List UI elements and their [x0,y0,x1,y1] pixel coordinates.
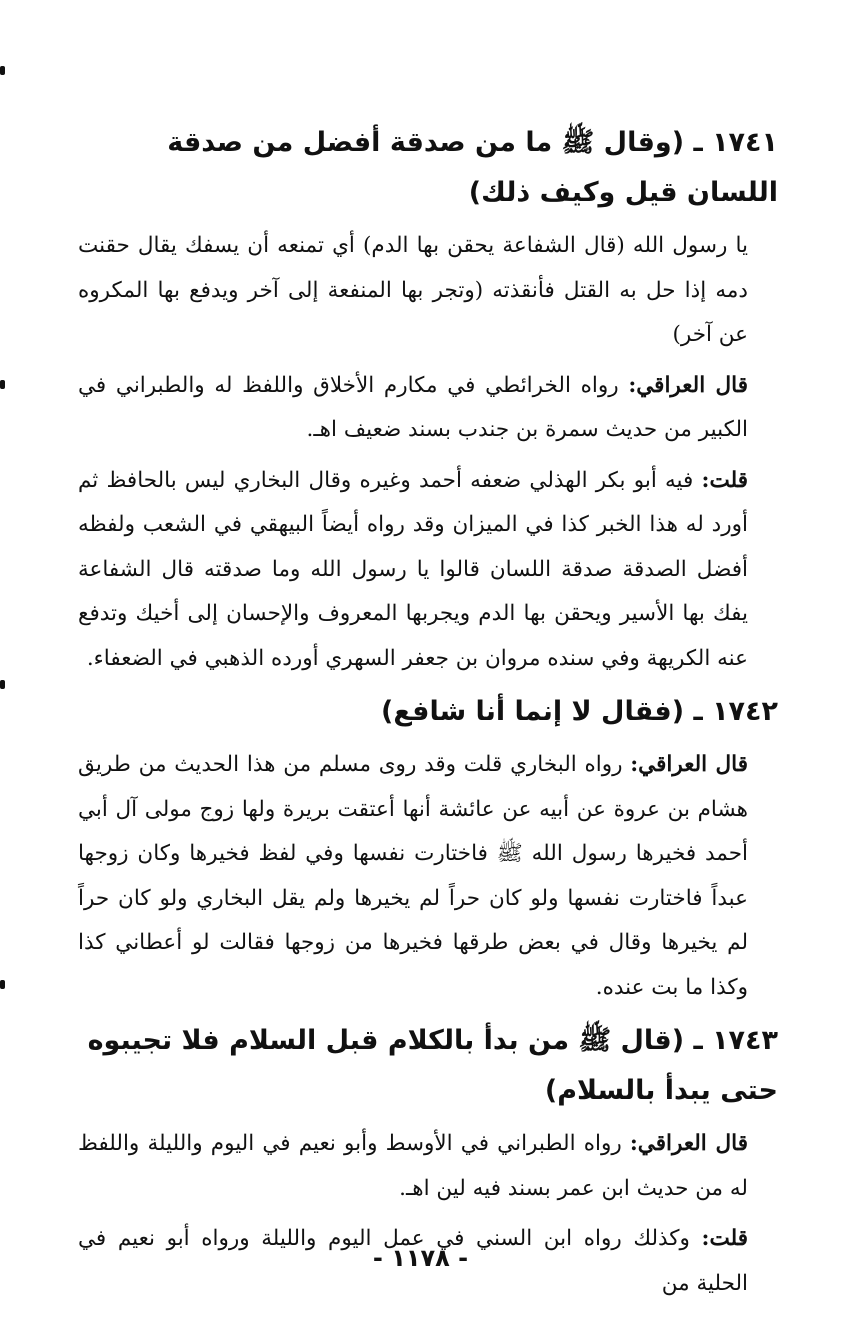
iraqi-label: قال العراقي: [628,372,748,398]
qultu-paragraph [78,459,778,682]
qultu-text: فيه أبو بكر الهذلي ضعفه أحمد وغيره وقال البخاري ليس بالحافظ ثم أورد له هذا الخبر كذا في الميزان وقد رواه أيضاً البيهقي في الشعب ولفظه أفضل الصدقة صدقة اللسان قالوا يا رسول الله وما صدقته قال الشفاعة يفك بها الأسير ويحقن بها الدم ويجربها المعروف والإحسان إلى أخيك وتدفع عنه الكريهة وفي سنده مروان بن جعفر السهري أورده الذهبي في الضعفاء. [78,467,748,671]
hadith-number: ١٧٤٣ [712,1025,778,1056]
hadith-heading-1742 [78,687,778,737]
hadith-heading-text: (فقال لا إنما أنا شافع) [381,696,685,727]
iraqi-paragraph [78,743,778,1010]
hadith-number: ١٧٤١ [712,127,778,158]
hadith-heading-text: (وقال ﷺ ما من صدقة أفضل من صدقة اللسان قيل وكيف ذلك) [167,127,778,208]
margin-mark [0,380,5,389]
hadith-heading-1743 [78,1016,778,1116]
commentary-text: يا رسول الله (قال الشفاعة يحقن بها الدم) أي تمنعه أن يسفك يقال حقنت دمه إذا حل به القتل فأنقذته (وتجر بها المنفعة إلى آخر ويدفع بها المكروه عن آخر) [78,233,748,347]
page-body [78,118,778,1312]
heading-dash: ـ [684,1025,713,1056]
iraqi-text: رواه الخرائطي في مكارم الأخلاق واللفظ له والطبراني في الكبير من حديث سمرة بن جندب بسند ضعيف اهـ. [78,372,748,442]
iraqi-label: قال العراقي: [629,1131,748,1156]
iraqi-paragraph [78,1122,778,1211]
qultu-label: قلت: [701,1226,748,1251]
hadith-number: ١٧٤٢ [712,696,778,727]
margin-mark [0,66,5,75]
margin-mark [0,980,5,989]
iraqi-text: رواه الطبراني في الأوسط وأبو نعيم في اليوم والليلة واللفظ له من حديث ابن عمر بسند فيه لين اهـ. [78,1131,748,1201]
iraqi-label: قال العراقي: [630,752,748,777]
page-number: - ١١٧٨ - [372,1244,469,1272]
heading-dash: ـ [684,696,713,727]
hadith-heading-1741 [78,118,778,218]
commentary-paragraph [78,224,778,358]
margin-mark [0,680,5,689]
heading-dash: ـ [684,127,713,158]
qultu-text: وكذلك رواه ابن السني في عمل اليوم والليلة ورواه أبو نعيم في الحلية من [78,1226,748,1296]
iraqi-text: رواه البخاري قلت وقد روى مسلم من هذا الحديث من طريق هشام بن عروة عن أبيه عن عائشة أنها أعتقت بريرة ولها زوج مولى آل أبي أحمد فخيرها رسول الله ﷺ فاختارت نفسها وفي لفظ فخيرها وكان زوجها عبداً فاختارت نفسها ولو كان حراً لم يخيرها ولم يقل البخاري ولو كان حراً لم يخيرها وقال في بعض طرقها فخيرها من زوجها فقالت لو أعطاني كذا وكذا ما بت عنده. [78,752,748,1000]
iraqi-paragraph [78,364,778,453]
qultu-label: قلت: [701,467,748,493]
hadith-heading-text: (قال ﷺ من بدأ بالكلام قبل السلام فلا تجيبوه حتى يبدأ بالسلام) [87,1025,778,1106]
